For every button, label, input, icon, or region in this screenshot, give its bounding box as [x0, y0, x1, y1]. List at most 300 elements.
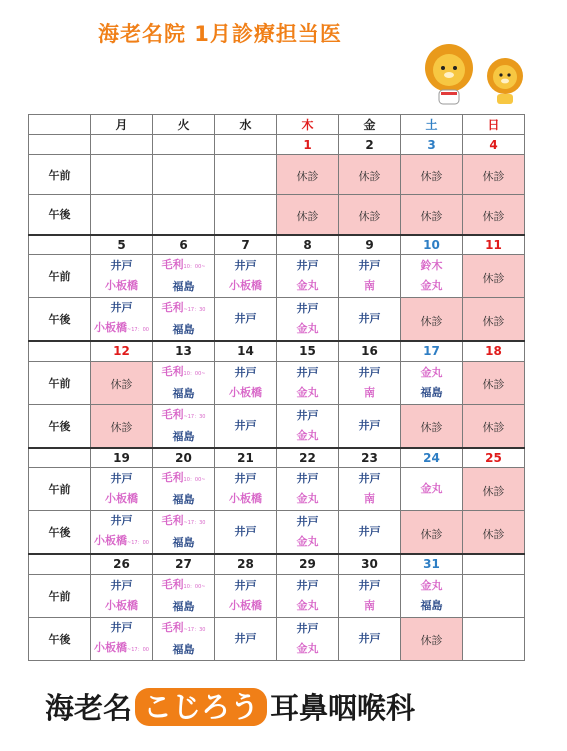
date-row-label-cell	[29, 135, 91, 155]
doctor-name-line	[339, 416, 400, 436]
doctor-name-line	[215, 489, 276, 509]
date-row	[29, 235, 525, 255]
doctor-cell	[91, 511, 153, 555]
doctor-name-line	[277, 363, 338, 383]
doctor-name-line	[153, 298, 214, 320]
doctor-name: 井戸	[296, 472, 319, 485]
doctor-cell	[153, 361, 215, 404]
doctor-name: 井戸	[296, 515, 319, 528]
doctor-name: 福島	[172, 323, 195, 336]
doctor-name: 井戸	[358, 631, 381, 645]
slot-label: 午後	[29, 511, 91, 555]
date-cell: 23	[339, 448, 401, 468]
hours-note: ~17：30	[183, 626, 206, 633]
doctor-name-line	[401, 383, 462, 403]
closed-cell	[463, 298, 525, 342]
doctor-name: 井戸	[358, 525, 381, 538]
doctor-name: 毛利	[161, 577, 184, 591]
closed-cell	[463, 361, 525, 404]
closed-cell	[463, 468, 525, 511]
date-cell: 25	[463, 448, 525, 468]
doctor-name-line	[339, 363, 400, 383]
date-cell: 7	[215, 235, 277, 255]
weekday-header-row	[29, 115, 525, 135]
closed-cell	[277, 155, 339, 195]
slot-label: 午前	[29, 255, 91, 298]
doctor-name: 毛利	[161, 258, 184, 271]
schedule-table	[28, 114, 525, 661]
doctor-name-line	[153, 490, 214, 510]
afternoon-row	[29, 617, 525, 660]
doctor-name: 毛利	[161, 471, 184, 484]
doctor-name: 井戸	[110, 578, 133, 592]
date-cell: 4	[463, 135, 525, 155]
doctor-name-line	[339, 383, 400, 403]
date-row-label-cell	[29, 554, 91, 574]
date-cell: 8	[277, 235, 339, 255]
doctor-name: 福島	[172, 642, 195, 656]
doctor-name: 井戸	[358, 578, 381, 592]
hours-note: ~17：00	[127, 327, 149, 333]
doctor-name: 福島	[172, 536, 195, 549]
doctor-name-line	[91, 298, 152, 318]
doctor-name: 井戸	[358, 312, 381, 325]
date-cell	[463, 554, 525, 574]
closed-cell	[339, 155, 401, 195]
date-row	[29, 554, 525, 574]
doctor-name-line	[215, 363, 276, 383]
doctor-cell	[339, 511, 401, 555]
logo-brand: こじろう	[135, 688, 267, 726]
weekday-header: 水	[215, 115, 277, 135]
doctor-name: 南	[364, 492, 375, 505]
doctor-cell	[91, 255, 153, 298]
doctor-name-line	[339, 522, 400, 542]
date-cell: 18	[463, 341, 525, 361]
lion-mascot-small	[487, 58, 523, 104]
doctor-name: 井戸	[110, 514, 133, 527]
empty-cell	[91, 155, 153, 195]
doctor-name-line	[91, 531, 152, 553]
doctor-name-line	[401, 276, 462, 296]
closed-cell	[401, 195, 463, 235]
doctor-name: 井戸	[110, 472, 133, 485]
afternoon-row	[29, 298, 525, 342]
doctor-name-line	[277, 469, 338, 489]
date-cell: 19	[91, 448, 153, 468]
date-row	[29, 341, 525, 361]
doctor-name: 南	[364, 385, 375, 399]
doctor-name-line	[153, 255, 214, 277]
logo-suffix: 耳鼻咽喉科	[270, 691, 416, 725]
hours-note: 10：00~	[183, 477, 206, 483]
doctor-name-line	[215, 629, 276, 649]
doctor-name: 井戸	[234, 365, 257, 379]
doctor-cell	[339, 404, 401, 448]
doctor-cell	[277, 511, 339, 555]
doctor-name-line	[153, 511, 214, 533]
afternoon-row	[29, 511, 525, 555]
hours-note: ~17：30	[183, 413, 206, 420]
closed-cell	[463, 255, 525, 298]
date-cell	[215, 135, 277, 155]
doctor-name: 井戸	[358, 259, 381, 272]
date-row	[29, 135, 525, 155]
doctor-name: 金丸	[296, 535, 319, 548]
doctor-name: 鈴木	[420, 259, 443, 272]
doctor-cell	[215, 468, 277, 511]
doctor-name-line	[277, 426, 338, 446]
lion-mascot-large	[425, 44, 473, 104]
doctor-name-line	[91, 638, 152, 660]
empty-cell	[91, 195, 153, 235]
doctor-cell	[153, 255, 215, 298]
doctor-name: 金丸	[296, 385, 319, 399]
doctor-name: 井戸	[234, 472, 257, 485]
date-cell: 17	[401, 341, 463, 361]
slot-label: 午前	[29, 361, 91, 404]
closed-label: 休診	[420, 209, 443, 223]
closed-label: 休診	[110, 378, 133, 391]
doctor-cell	[339, 361, 401, 404]
doctor-name-line	[339, 256, 400, 276]
date-cell: 16	[339, 341, 401, 361]
doctor-name-line	[339, 596, 400, 616]
date-cell: 21	[215, 448, 277, 468]
closed-label: 休診	[482, 484, 505, 498]
doctor-cell	[153, 298, 215, 342]
doctor-name-line	[277, 299, 338, 319]
doctor-name-line	[277, 383, 338, 403]
doctor-name-line	[277, 489, 338, 509]
doctor-name: 井戸	[110, 259, 133, 272]
doctor-name: 小板橋	[229, 598, 262, 612]
doctor-name-line	[153, 405, 214, 427]
closed-label: 休診	[420, 527, 443, 541]
closed-label: 休診	[482, 527, 505, 541]
doctor-cell	[339, 468, 401, 511]
closed-label: 休診	[110, 421, 133, 434]
doctor-name: 金丸	[296, 428, 319, 442]
doctor-name: 井戸	[234, 578, 257, 592]
doctor-cell	[215, 255, 277, 298]
doctor-name: 毛利	[161, 407, 184, 421]
doctor-name: 金丸	[296, 641, 319, 655]
doctor-name-line	[339, 309, 400, 329]
doctor-name: 福島	[172, 429, 195, 443]
slot-label: 午前	[29, 155, 91, 195]
weekday-header: 日	[463, 115, 525, 135]
doctor-name: 金丸	[296, 322, 319, 335]
empty-cell	[153, 155, 215, 195]
date-row-label-cell	[29, 235, 91, 255]
doctor-name-line	[401, 479, 462, 499]
morning-row	[29, 574, 525, 617]
doctor-name: 金丸	[420, 279, 443, 292]
doctor-name-line	[215, 383, 276, 403]
closed-label: 休診	[420, 421, 443, 434]
closed-cell	[463, 511, 525, 555]
slot-label: 午後	[29, 298, 91, 342]
doctor-name: 福島	[172, 280, 195, 293]
doctor-name-line	[91, 489, 152, 509]
doctor-cell	[339, 255, 401, 298]
hours-note: ~17：30	[183, 307, 206, 313]
doctor-name-line	[339, 489, 400, 509]
doctor-name-line	[401, 256, 462, 276]
doctor-name: 井戸	[296, 621, 319, 635]
doctor-name-line	[215, 416, 276, 436]
date-cell: 2	[339, 135, 401, 155]
doctor-name-line	[153, 277, 214, 297]
weekday-header: 土	[401, 115, 463, 135]
closed-cell	[463, 195, 525, 235]
doctor-name: 毛利	[161, 620, 184, 634]
weekday-header: 火	[153, 115, 215, 135]
closed-label: 休診	[420, 634, 443, 647]
date-cell: 27	[153, 554, 215, 574]
closed-cell	[401, 298, 463, 342]
doctor-name: 福島	[172, 493, 195, 506]
closed-cell	[463, 404, 525, 448]
doctor-name-line	[91, 511, 152, 531]
afternoon-row	[29, 404, 525, 448]
doctor-name: 小板橋	[94, 640, 128, 654]
slot-label: 午前	[29, 468, 91, 511]
doctor-name-line	[215, 469, 276, 489]
date-row-label-cell	[29, 341, 91, 361]
doctor-name-line	[153, 575, 214, 597]
hours-note: 10：00~	[183, 583, 206, 590]
doctor-name-line	[215, 276, 276, 296]
morning-row	[29, 468, 525, 511]
slot-label: 午後	[29, 404, 91, 448]
doctor-name: 井戸	[296, 365, 319, 379]
closed-label: 休診	[358, 170, 381, 183]
doctor-cell	[277, 298, 339, 342]
closed-cell	[91, 361, 153, 404]
date-cell: 20	[153, 448, 215, 468]
closed-cell	[91, 404, 153, 448]
doctor-name: 井戸	[296, 259, 319, 272]
doctor-name: 福島	[172, 599, 195, 613]
clinic-logo	[45, 686, 415, 730]
doctor-name: 井戸	[234, 525, 257, 538]
doctor-name-line	[277, 576, 338, 596]
doctor-name: 小板橋	[94, 321, 128, 334]
doctor-name-line	[339, 576, 400, 596]
closed-cell	[339, 195, 401, 235]
logo-prefix: 海老名	[45, 691, 133, 725]
closed-label: 休診	[296, 170, 319, 183]
doctor-name-line	[277, 256, 338, 276]
date-cell: 6	[153, 235, 215, 255]
doctor-name-line	[339, 469, 400, 489]
closed-cell	[401, 404, 463, 448]
doctor-name: 井戸	[234, 631, 257, 645]
doctor-name: 福島	[420, 385, 443, 399]
slot-label: 午前	[29, 574, 91, 617]
doctor-name-line	[215, 309, 276, 329]
closed-label: 休診	[482, 314, 505, 328]
doctor-name-line	[91, 256, 152, 276]
doctor-name-line	[277, 276, 338, 296]
doctor-cell	[401, 361, 463, 404]
empty-cell	[215, 155, 277, 195]
doctor-cell	[215, 617, 277, 660]
lion-mascot-illustration	[415, 40, 533, 108]
hours-note: 10：00~	[183, 264, 206, 270]
doctor-cell	[215, 511, 277, 555]
doctor-name: 小板橋	[105, 279, 138, 292]
doctor-name: 井戸	[234, 259, 257, 272]
date-cell: 10	[401, 235, 463, 255]
date-cell: 24	[401, 448, 463, 468]
doctor-name: 井戸	[296, 578, 319, 592]
doctor-name-line	[91, 576, 152, 596]
doctor-name: 金丸	[296, 598, 319, 612]
doctor-name-line	[215, 256, 276, 276]
doctor-name: 井戸	[358, 472, 381, 485]
closed-cell	[401, 511, 463, 555]
doctor-cell	[91, 468, 153, 511]
doctor-name-line	[277, 639, 338, 659]
doctor-name: 金丸	[420, 578, 443, 592]
closed-label: 休診	[482, 378, 505, 391]
weekday-header: 木	[277, 115, 339, 135]
date-cell: 11	[463, 235, 525, 255]
doctor-name-line	[91, 618, 152, 638]
closed-label: 休診	[482, 271, 505, 285]
header-corner	[29, 115, 91, 135]
date-cell: 30	[339, 554, 401, 574]
weekday-header: 月	[91, 115, 153, 135]
empty-cell	[215, 195, 277, 235]
closed-cell	[277, 195, 339, 235]
doctor-name: 金丸	[296, 492, 319, 505]
empty-cell	[153, 195, 215, 235]
doctor-cell	[277, 255, 339, 298]
afternoon-row	[29, 195, 525, 235]
doctor-name-line	[339, 276, 400, 296]
doctor-name-line	[153, 384, 214, 404]
doctor-name-line	[277, 406, 338, 426]
doctor-name: 福島	[420, 598, 443, 612]
doctor-name: 井戸	[358, 365, 381, 379]
closed-label: 休診	[420, 314, 443, 328]
doctor-name: 井戸	[110, 301, 133, 314]
morning-row	[29, 255, 525, 298]
doctor-name: 小板橋	[105, 492, 138, 505]
doctor-name-line	[215, 596, 276, 616]
doctor-name: 南	[364, 598, 375, 612]
date-cell: 31	[401, 554, 463, 574]
doctor-name-line	[153, 618, 214, 640]
doctor-cell	[215, 404, 277, 448]
doctor-cell	[153, 511, 215, 555]
date-cell: 13	[153, 341, 215, 361]
date-cell: 1	[277, 135, 339, 155]
date-cell	[91, 135, 153, 155]
doctor-name: 小板橋	[229, 492, 262, 505]
date-cell: 26	[91, 554, 153, 574]
closed-label: 休診	[482, 209, 505, 223]
doctor-name: 福島	[172, 386, 195, 400]
doctor-name: 井戸	[296, 408, 319, 422]
doctor-name: 井戸	[358, 418, 381, 432]
doctor-name-line	[153, 468, 214, 490]
doctor-cell	[153, 574, 215, 617]
doctor-name-line	[153, 640, 214, 660]
doctor-cell	[401, 574, 463, 617]
doctor-name-line	[91, 276, 152, 296]
hours-note: ~17：30	[183, 520, 206, 526]
doctor-name: 小板橋	[229, 279, 262, 292]
slot-label: 午後	[29, 617, 91, 660]
empty-cell	[463, 617, 525, 660]
doctor-name-line	[277, 619, 338, 639]
doctor-cell	[215, 298, 277, 342]
hours-note: ~17：00	[127, 646, 149, 653]
doctor-cell	[215, 361, 277, 404]
closed-cell	[463, 155, 525, 195]
closed-label: 休診	[420, 170, 443, 183]
doctor-cell	[91, 298, 153, 342]
doctor-name-line	[153, 427, 214, 447]
doctor-name-line	[153, 362, 214, 384]
doctor-name: 南	[364, 279, 375, 292]
doctor-cell	[91, 617, 153, 660]
doctor-name-line	[401, 596, 462, 616]
doctor-cell	[339, 617, 401, 660]
doctor-name: 毛利	[161, 514, 184, 527]
doctor-name-line	[153, 597, 214, 617]
hours-note: ~17：00	[127, 540, 149, 546]
doctor-cell	[91, 574, 153, 617]
closed-label: 休診	[358, 209, 381, 223]
doctor-cell	[277, 574, 339, 617]
doctor-cell	[277, 468, 339, 511]
doctor-name: 井戸	[110, 620, 133, 634]
doctor-name: 毛利	[161, 301, 184, 314]
doctor-name-line	[153, 320, 214, 340]
doctor-name-line	[153, 533, 214, 553]
date-cell: 22	[277, 448, 339, 468]
date-cell: 12	[91, 341, 153, 361]
doctor-name-line	[277, 512, 338, 532]
morning-row	[29, 361, 525, 404]
date-cell: 3	[401, 135, 463, 155]
doctor-name-line	[91, 596, 152, 616]
doctor-cell	[153, 468, 215, 511]
closed-label: 休診	[296, 209, 319, 223]
doctor-cell	[339, 574, 401, 617]
doctor-name-line	[91, 469, 152, 489]
doctor-name: 小板橋	[94, 534, 128, 547]
doctor-name: 金丸	[296, 279, 319, 292]
date-cell: 28	[215, 554, 277, 574]
doctor-name-line	[91, 318, 152, 340]
morning-row	[29, 155, 525, 195]
doctor-name-line	[339, 629, 400, 649]
doctor-name: 小板橋	[105, 598, 138, 612]
doctor-name-line	[215, 576, 276, 596]
doctor-cell	[277, 361, 339, 404]
doctor-cell	[277, 617, 339, 660]
closed-cell	[401, 155, 463, 195]
doctor-name: 毛利	[161, 364, 184, 378]
date-row-label-cell	[29, 448, 91, 468]
